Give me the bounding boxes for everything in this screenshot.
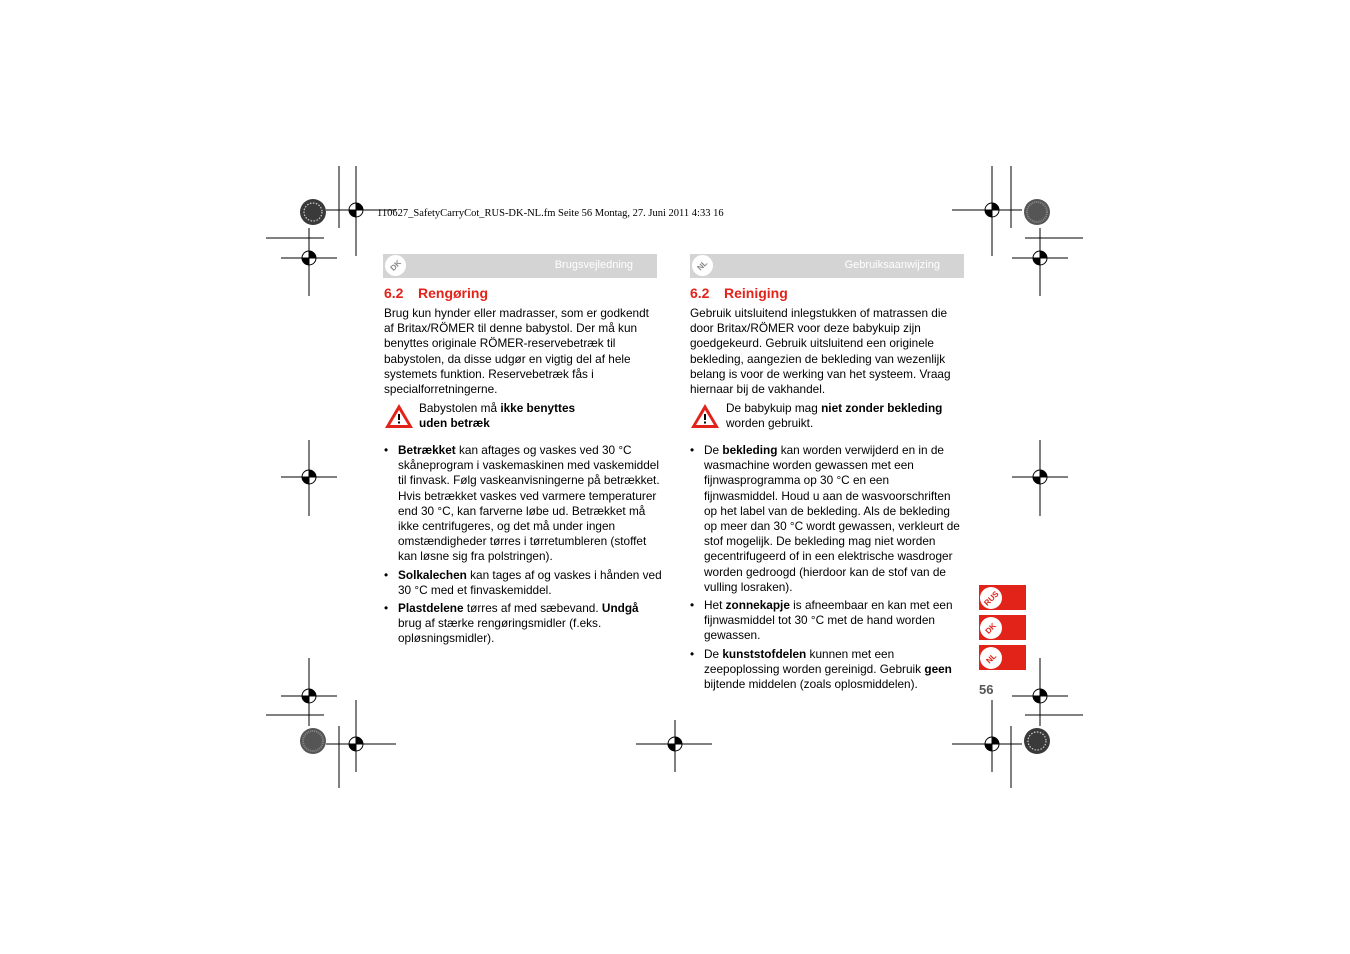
left-intro-paragraph: Brug kun hynder eller madrasser, som er godkendt af Britax/RÖMER til denne babystol. Der må kun benyttes originale RÖMER-reservebetræk til babystolen, da disse udgør en vigtig del af hele systemets funktion. Reservebetræk fås i specialforretningerne.: [384, 306, 649, 397]
left-header-band: [383, 254, 657, 278]
right-bullet-list: [690, 443, 966, 695]
left-section-title: 6.2 Rengøring: [384, 285, 488, 301]
right-intro-paragraph: Gebruik uitsluitend inlegstukken of matrassen die door Britax/RÖMER voor deze babykuip zijn goedgekeurd. Gebruik uitsluitend een originele bekleding, aangezien de bekleding van wezenlijk belang is voor de werking van het systeem. Vraag hiernaar bij de vakhandel.: [690, 306, 951, 397]
left-bullet-list: [384, 443, 664, 650]
language-badge-dk: DK: [385, 255, 406, 276]
side-tab-dk: DK: [979, 615, 1026, 640]
right-section-title: 6.2 Reiniging: [690, 285, 788, 301]
language-badge-nl: NL: [692, 255, 713, 276]
warning-icon: [384, 403, 414, 429]
list-item: • De bekleding kan worden verwijderd en in de wasmachine worden gewassen met een fijnwasprogramma op 30 °C en een fijnwasmiddel. Houd u aan de wasvoorschriften op het label van de bekleding. Als de bekleding op meer dan 30 °C wordt gewassen, verkleurt de stof mogelijk. De bekleding mag niet worden gecentrifugeerd of in een elektrische wasdroger worden gedroogd (hierdoor kan de stof van de vulling losraken).: [690, 443, 966, 595]
list-item: • Het zonnekapje is afneembaar en kan met een fijnwasmiddel tot 30 °C met de hand worden gewassen.: [690, 598, 966, 644]
right-band-label: Gebruiksaanwijzing: [844, 259, 940, 271]
right-header-band: [690, 254, 964, 278]
list-item: • Betrækket kan aftages og vaskes ved 30 °C skåneprogram i vaskemaskinen med vaskemiddel til finvask. Følg vaskeanvisningerne på betrækket. Hvis betrækket vaskes ved varmere temperaturer end 30 °C, kan farverne løbe ud. Betrækket må ikke centrifugeres, og det må under ingen omstændigheder tørres i tørretumbleren (stoffet kan løsne sig fra polstringen).: [384, 443, 664, 565]
print-header: 110627_SafetyCarryCot_RUS-DK-NL.fm Seite 56 Montag, 27. Juni 2011 4:33 16: [377, 208, 724, 219]
page-number: 56: [979, 682, 994, 697]
side-tab-rus: RUS: [979, 585, 1026, 610]
list-item: • De kunststofdelen kunnen met een zeepoplossing worden gereinigd. Gebruik geen bijtende middelen (zoals oplosmiddelen).: [690, 647, 966, 693]
right-warning-text: De babykuip mag niet zonder bekleding worden gebruikt.: [726, 401, 943, 431]
side-tab-nl: NL: [979, 645, 1026, 670]
list-item: • Solkalechen kan tages af og vaskes i hånden ved 30 °C med et finvaskemiddel.: [384, 568, 664, 598]
left-warning-text: Babystolen må ikke benyttes uden betræk: [419, 401, 576, 431]
list-item: • Plastdelene tørres af med sæbevand. Undgå brug af stærke rengøringsmidler (f.eks. opløsningsmidler).: [384, 601, 664, 647]
left-band-label: Brugsvejledning: [554, 259, 633, 271]
warning-icon: [690, 403, 720, 429]
